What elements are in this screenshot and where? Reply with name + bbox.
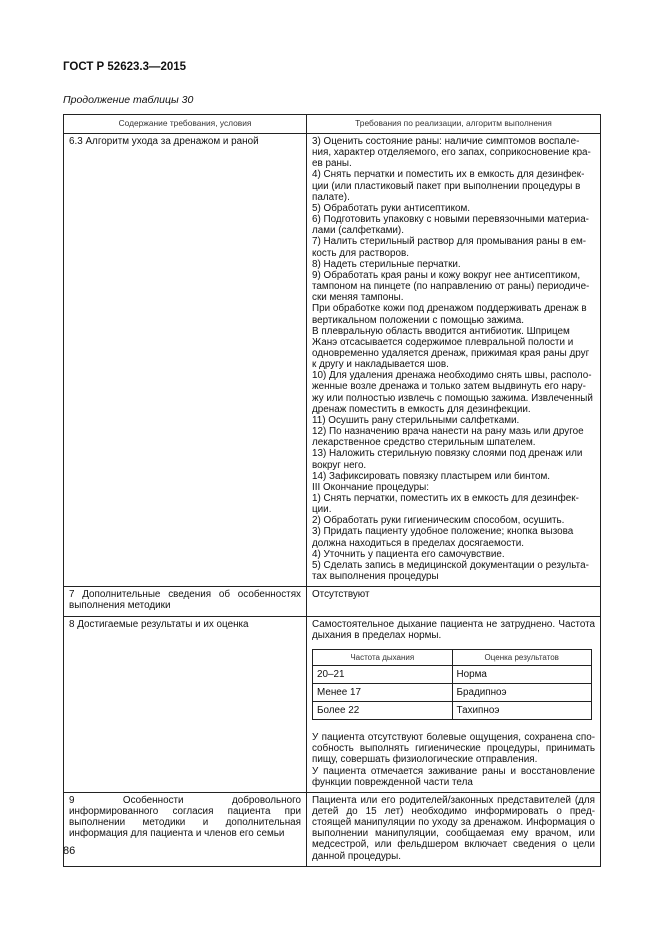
inner-table-row xyxy=(313,702,592,720)
evaluation: Тахипноэ xyxy=(452,702,592,720)
row-label: 6.3 Алгоритм ухода за дренажом и раной xyxy=(64,134,307,587)
algorithm-step-line: одновременно удаляется дренаж, прижимая края раны друг xyxy=(312,347,590,359)
algorithm-step-line: Жанэ отсасывается содержимое плевральной полости и xyxy=(312,336,574,348)
inner-header-evaluation: Оценка результатов xyxy=(452,649,592,665)
inner-header-row xyxy=(313,649,592,665)
table-row xyxy=(64,616,601,792)
evaluation: Норма xyxy=(452,666,592,684)
algorithm-step-line: ния, характер отделяемого, его запах, соприкосновение кра- xyxy=(312,147,591,159)
algorithm-step-line: В плевральную область вводится антибиотик. Шприцем xyxy=(312,325,570,337)
breathing-rate: Менее 17 xyxy=(313,684,453,702)
breathing-rate-table xyxy=(312,649,592,720)
inner-table-row xyxy=(313,666,592,684)
algorithm-step-line: ев раны. xyxy=(312,158,352,170)
requirements-table xyxy=(63,114,601,867)
inner-header-rate: Частота дыхания xyxy=(313,649,453,665)
algorithm-step-line: должна находиться в пределах досягаемости. xyxy=(312,537,524,549)
page-number: 86 xyxy=(63,845,76,857)
table-row xyxy=(64,792,601,866)
algorithm-step-line: ции (или пластиковый пакет при выполнении процедуры в xyxy=(312,180,581,192)
row-label: 8 Достигаемые результаты и их оценка xyxy=(64,616,307,792)
breathing-rate: 20–21 xyxy=(313,666,453,684)
algorithm-step-line: 13) Наложить стерильную повязку слоями под дренаж или xyxy=(312,448,583,460)
algorithm-step-line: 3) Оценить состояние раны: наличие симптомов воспале- xyxy=(312,136,580,147)
algorithm-step-line: 1) Снять перчатки, поместить их в емкость для дезинфек- xyxy=(312,493,579,504)
table-row xyxy=(64,134,601,587)
algorithm-step-line: к другу и накладывается шов. xyxy=(312,359,449,371)
algorithm-step-line: 12) По назначению врача нанести на рану мазь или другое xyxy=(312,426,584,438)
algorithm-step-line: вокруг него. xyxy=(312,459,367,471)
algorithm-step-line: ски меняя тампоны. xyxy=(312,292,404,304)
results-cell xyxy=(307,616,601,792)
algorithm-step-line: 5) Сделать запись в медицинской документации о результа- xyxy=(312,559,589,571)
algorithm-step-line: При обработке кожи под дренажом поддерживать дренаж в xyxy=(312,303,587,315)
row-value: Пациента или его родителей/законных представителей (для детей до 15 лет) необходимо информировать о пред-стоящей манипуляции по уходу за дренажом. Информация о выполнении манипуляции, сообщаемая ему врачом, или медсестрой, или фельдшером включает сведения о цели данной процедуры. xyxy=(307,792,601,866)
algorithm-step-line: палате). xyxy=(312,191,350,203)
algorithm-step-line: 14) Зафиксировать повязку пластырем или бинтом. xyxy=(312,470,551,482)
algorithm-step-line: вертикальном положении с помощью зажима. xyxy=(312,314,524,326)
algorithm-step-line: тах выполнения процедуры xyxy=(312,571,439,583)
algorithm-step-line: 2) Обработать руки гигиеническим способом, осушить. xyxy=(312,515,565,527)
row-label: 7 Дополнительные сведения об особенностях выполнения методики xyxy=(64,587,307,616)
algorithm-step-line: женные возле дренажа и только затем выдвинуть его нару- xyxy=(312,381,586,393)
algorithm-step-line: лекарственное средство стерильным шпателем. xyxy=(312,437,536,449)
column-header-requirements: Содержание требования, условия xyxy=(64,115,307,134)
algorithm-step-line: 10) Для удаления дренажа необходимо снять швы, располо- xyxy=(312,370,592,382)
inner-table-row xyxy=(313,684,592,702)
algorithm-step-line: 9) Обработать края раны и кожу вокруг нее антисептиком, xyxy=(312,269,581,281)
algorithm-step-line: 3) Придать пациенту удобное положение; кнопка вызова xyxy=(312,526,574,538)
algorithm-step-line: ции. xyxy=(312,504,332,516)
table-header-row xyxy=(64,115,601,134)
results-outro-2: У пациента отмечается заживание раны и восстановление функции поврежденной части тела xyxy=(312,765,595,788)
algorithm-step-line: лами (салфетками). xyxy=(312,225,404,237)
algorithm-step-line: 11) Осушить рану стерильными салфетками. xyxy=(312,414,520,426)
table-row xyxy=(64,587,601,616)
results-outro-1: У пациента отсутствуют болевые ощущения, сохранена спо-собность выполнять гигиенические процедуры, принимать пищу, совершать физиологические отправления. xyxy=(312,732,595,766)
row-value: Отсутствуют xyxy=(307,587,601,616)
algorithm-step-line: 4) Снять перчатки и поместить их в емкость для дезинфек- xyxy=(312,169,585,181)
algorithm-step-line: 5) Обработать руки антисептиком. xyxy=(312,202,471,214)
standard-number: ГОСТ Р 52623.3—2015 xyxy=(63,61,187,73)
algorithm-step-line: кость для растворов. xyxy=(312,247,409,259)
row-label: 9 Особенности добровольного информированного согласия пациента при выполнении методики и дополнительная информация для пациента и членов его семьи xyxy=(64,792,307,866)
algorithm-steps-cell xyxy=(307,134,601,587)
table-continuation-caption: Продолжение таблицы 30 xyxy=(63,94,194,106)
algorithm-step-line: III Окончание процедуры: xyxy=(312,481,429,493)
column-header-implementation: Требования по реализации, алгоритм выполнения xyxy=(307,115,601,134)
algorithm-step-line: 7) Налить стерильный раствор для промывания раны в ем- xyxy=(312,236,587,248)
algorithm-step-line: дренаж поместить в емкость для дезинфекции. xyxy=(312,403,531,415)
algorithm-step-line: тампоном на пинцете (по направлению от раны) периодиче- xyxy=(312,281,590,293)
algorithm-step-line: 6) Подготовить упаковку с новыми перевязочными материа- xyxy=(312,214,589,226)
algorithm-step-line: 8) Надеть стерильные перчатки. xyxy=(312,258,461,270)
algorithm-step-line: 4) Уточнить у пациента его самочувствие. xyxy=(312,548,505,560)
evaluation: Брадипноэ xyxy=(452,684,592,702)
results-intro: Самостоятельное дыхание пациента не затруднено. Частота дыхания в пределах нормы. xyxy=(312,618,595,641)
breathing-rate: Более 22 xyxy=(313,702,453,720)
algorithm-step-line: жу или полностью извлечь с помощью зажима. Извлеченный xyxy=(312,392,593,404)
